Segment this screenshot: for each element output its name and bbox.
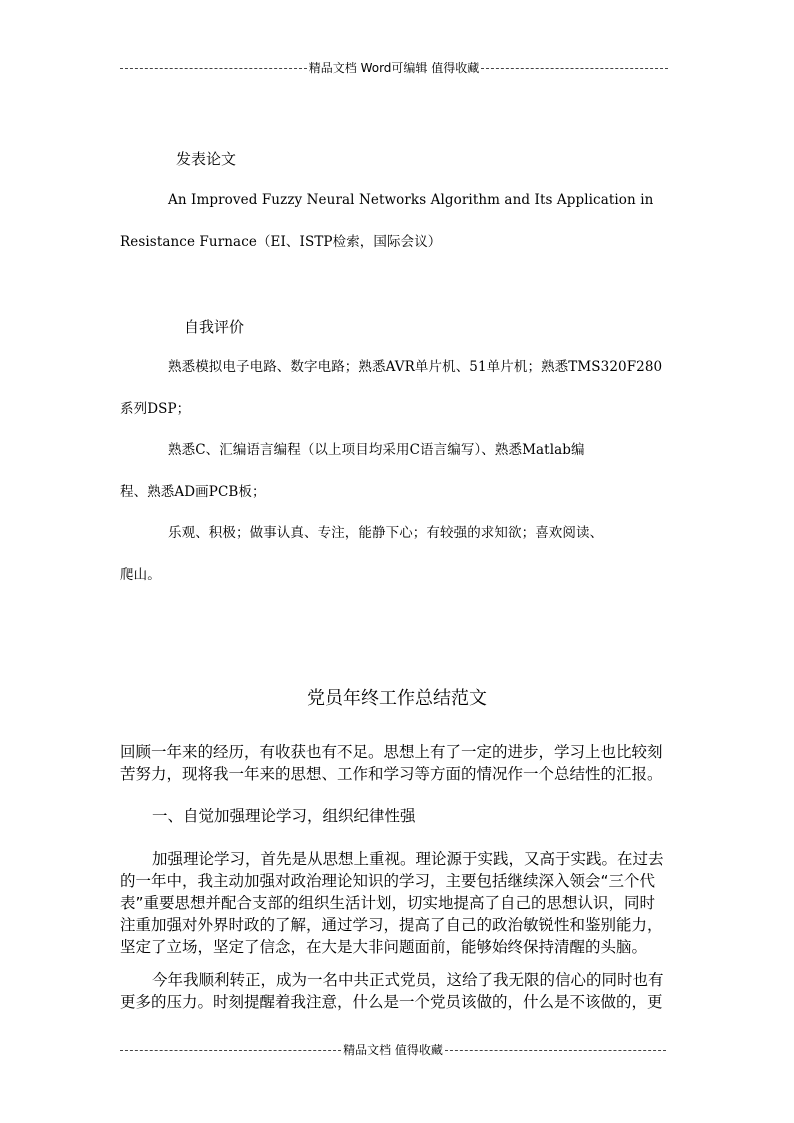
footer-label: 精品文档 值得收藏 — [343, 1043, 443, 1057]
header-rule-right — [481, 68, 668, 69]
footer-rule-left — [120, 1050, 341, 1051]
self-eval-heading: 自我评价 — [184, 318, 245, 336]
intro-line-2: 苦努力，现将我一年来的思想、工作和学习等方面的情况作一个总结性的汇报。 — [120, 765, 663, 783]
self-eval-p3-line2: 爬山。 — [120, 567, 161, 583]
header-rule-left — [120, 68, 307, 69]
intro-line-1: 回顾一年来的经历，有收获也有不足。思想上有了一定的进步，学习上也比较刻 — [120, 743, 663, 761]
p2-line-2: 更多的压力。时刻提醒着我注意，什么是一个党员该做的，什么是不该做的，更 — [120, 993, 663, 1011]
article-title: 党员年终工作总结范文 — [307, 688, 487, 709]
p2-line-1: 今年我顺利转正，成为一名中共正式党员，这给了我无限的信心的同时也有 — [152, 971, 664, 989]
self-eval-p1-line1: 熟悉模拟电子电路、数字电路；熟悉AVR单片机、51单片机；熟悉TMS320F280 — [168, 359, 663, 375]
p1-line-2: 的一年中，我主动加强对政治理论知识的学习，主要包括继续深入领会“三个代 — [120, 872, 656, 890]
publication-heading: 发表论文 — [176, 150, 237, 168]
self-eval-p2-line1: 熟悉C、汇编语言编程（以上项目均采用C语言编写）、熟悉Matlab编 — [168, 442, 585, 458]
article-paragraph-1 — [120, 848, 680, 958]
publication-line-1: An Improved Fuzzy Neural Networks Algorithm and Its Application in — [168, 192, 654, 208]
article-paragraph-2 — [120, 969, 680, 1013]
self-eval-p2-line2: 程、熟悉AD画PCB板； — [120, 484, 266, 500]
article-intro — [120, 741, 680, 785]
p1-line-4: 注重加强对外界时政的了解，通过学习，提高了自己的政治敏锐性和鉴别能力， — [120, 916, 663, 934]
p1-line-3: 表”重要思想并配合支部的组织生活计划，切实地提高了自己的思想认识，同时 — [120, 894, 656, 912]
page-header — [120, 61, 668, 75]
p1-line-1: 加强理论学习，首先是从思想上重视。理论源于实践，又高于实践。在过去 — [152, 850, 664, 868]
header-label: 精品文档 Word可编辑 值得收藏 — [308, 61, 480, 75]
p1-line-5: 坚定了立场，坚定了信念，在大是大非问题面前，能够始终保持清醒的头脑。 — [120, 938, 648, 956]
section-1-heading: 一、自觉加强理论学习，组织纪律性强 — [152, 807, 416, 825]
footer-rule-right — [445, 1050, 666, 1051]
publication-line-2: Resistance Furnace（EI、ISTP检索，国际会议） — [120, 234, 442, 250]
self-eval-p3-line1: 乐观、积极；做事认真、专注，能静下心；有较强的求知欲；喜欢阅读、 — [168, 525, 604, 541]
page-footer — [120, 1043, 666, 1057]
self-eval-p1-line2: 系列DSP； — [120, 401, 191, 417]
